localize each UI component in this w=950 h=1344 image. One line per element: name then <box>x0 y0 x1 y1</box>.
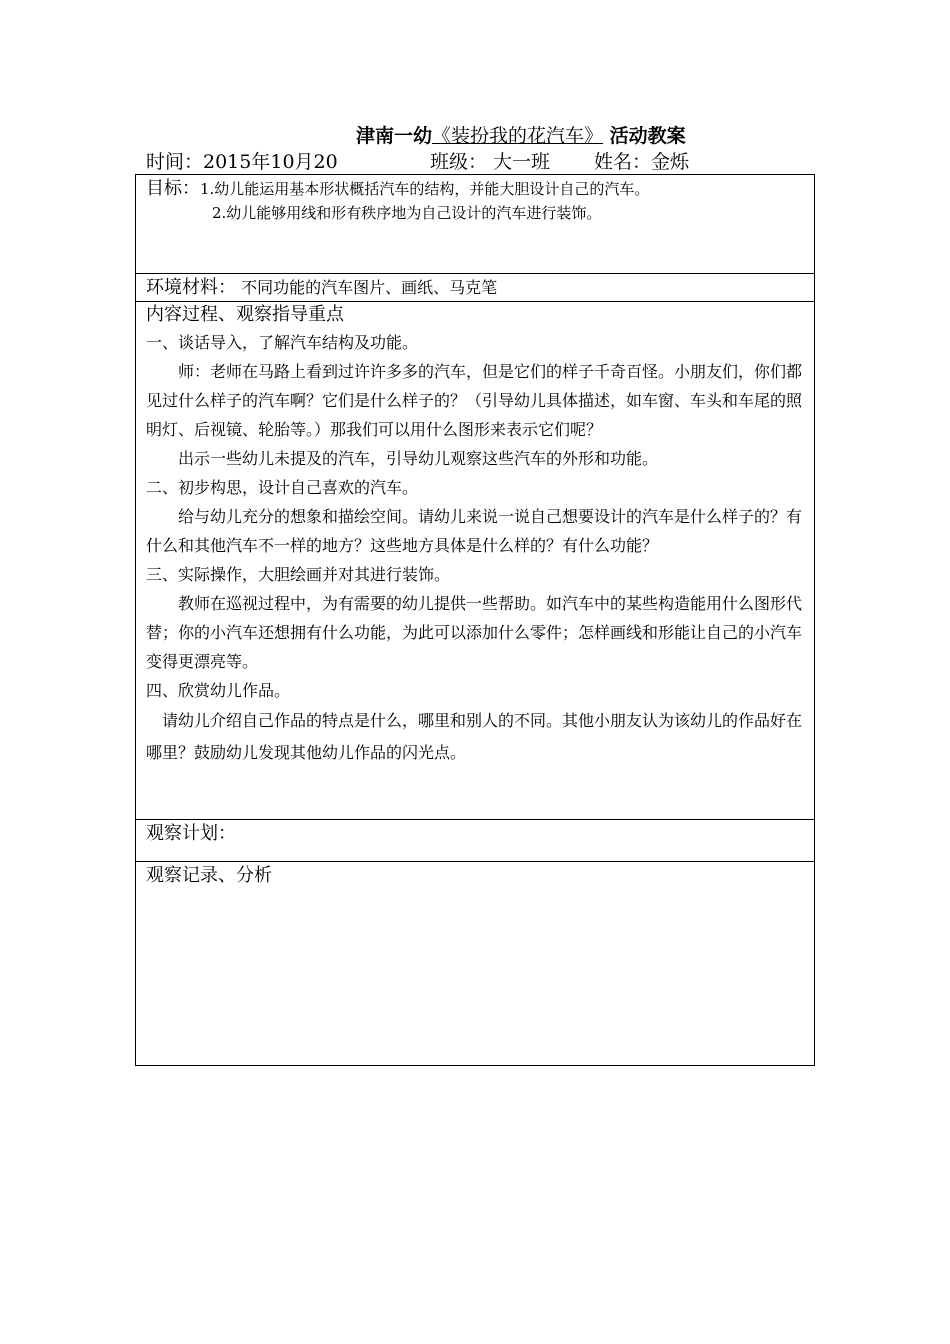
document-title <box>356 122 686 150</box>
meta-class: 班级： 大一班 <box>430 151 551 173</box>
plan-cell <box>136 819 814 861</box>
goals-cell <box>136 175 814 273</box>
goal-item-1: 1.幼儿能运用基本形状概括汽车的结构，并能大胆设计自己的汽车。 <box>200 180 650 198</box>
meta-time: 时间：2015年10月20 <box>146 151 338 173</box>
section-1-para-2: 出示一些幼儿未提及的汽车，引导幼儿观察这些汽车的外形和功能。 <box>178 449 659 468</box>
section-3-title: 三、实际操作，大胆绘画并对其进行装饰。 <box>146 565 451 584</box>
section-2-para-1: 给与幼儿充分的想象和描绘空间。请幼儿来说一说自己想要设计的汽车是什么样子的？有什么和其他汽车不一样的地方？这些地方具体是什么样的？有什么功能？ <box>146 507 803 555</box>
school-name: 津南一幼 <box>356 125 433 147</box>
content-cell <box>136 301 814 819</box>
activity-name: 《装扮我的花汽车》 <box>432 125 604 147</box>
materials-label: 环境材料： <box>146 277 236 298</box>
goals-label: 目标： <box>146 178 200 199</box>
section-4-title: 四、欣赏幼儿作品。 <box>146 681 291 700</box>
goal-item-2: 2.幼儿能够用线和形有秩序地为自己设计的汽车进行装饰。 <box>212 204 602 222</box>
content-label: 内容过程、观察指导重点 <box>146 304 344 325</box>
record-label: 观察记录、分析 <box>146 865 272 886</box>
section-2-title: 二、初步构思，设计自己喜欢的汽车。 <box>146 478 419 497</box>
meta-line <box>146 148 689 176</box>
section-1-para-1: 师：老师在马路上看到过许许多多的汽车，但是它们的样子千奇百怪。小朋友们，你们都见过什么样子的汽车啊？它们是什么样子的？（引导幼儿具体描述，如车窗、车头和车尾的照明灯、后视镜、轮胎等。）那我们可以用什么图形来表示它们呢？ <box>146 362 803 439</box>
section-1-title: 一、谈话导入，了解汽车结构及功能。 <box>146 333 419 352</box>
section-4-para-1: 请幼儿介绍自己作品的特点是什么，哪里和别人的不同。其他小朋友认为该幼儿的作品好在哪里？鼓励幼儿发现其他幼儿作品的闪光点。 <box>146 711 803 762</box>
materials-cell <box>136 273 814 301</box>
plan-label: 观察计划： <box>146 823 236 844</box>
meta-name: 姓名：金烁 <box>594 151 690 173</box>
lesson-plan-table <box>135 174 815 1066</box>
doc-type: 活动教案 <box>609 125 686 147</box>
materials-value: 不同功能的汽车图片、画纸、马克笔 <box>241 278 498 297</box>
section-3-para-1: 教师在巡视过程中，为有需要的幼儿提供一些帮助。如汽车中的某些构造能用什么图形代替；你的小汽车还想拥有什么功能，为此可以添加什么零件；怎样画线和形能让自己的小汽车变得更漂亮等。 <box>146 594 803 671</box>
record-cell <box>136 861 814 1065</box>
